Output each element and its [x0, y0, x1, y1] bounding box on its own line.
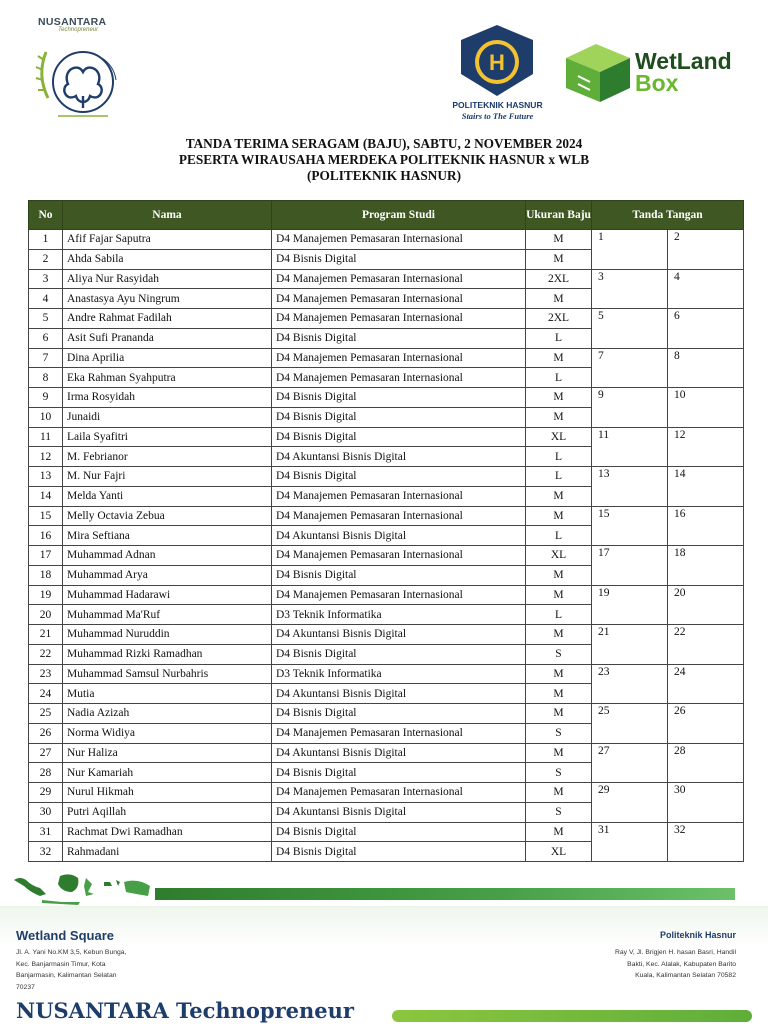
row-nama: Muhammad Hadarawi — [63, 585, 272, 605]
signature-cell[interactable]: 21 — [592, 625, 668, 665]
row-no: 2 — [29, 249, 63, 269]
row-program-studi: D4 Manajemen Pemasaran Internasional — [272, 348, 526, 368]
row-nama: Rahmadani — [63, 842, 272, 862]
row-nama: M. Nur Fajri — [63, 467, 272, 487]
row-ukuran-baju: M — [526, 565, 592, 585]
signature-cell[interactable]: 32 — [668, 822, 744, 862]
signature-cell[interactable]: 2 — [668, 230, 744, 270]
row-program-studi: D4 Akuntansi Bisnis Digital — [272, 743, 526, 763]
row-no: 3 — [29, 269, 63, 289]
row-nama: Aliya Nur Rasyidah — [63, 269, 272, 289]
row-program-studi: D3 Teknik Informatika — [272, 605, 526, 625]
row-ukuran-baju: XL — [526, 427, 592, 447]
row-no: 8 — [29, 368, 63, 388]
row-no: 20 — [29, 605, 63, 625]
table-row — [29, 230, 744, 250]
address-line: Kuala, Kalimantan Selatan 70582 — [635, 972, 736, 979]
row-ukuran-baju: 2XL — [526, 309, 592, 329]
signature-cell[interactable]: 11 — [592, 427, 668, 467]
row-no: 17 — [29, 546, 63, 566]
address-line: Jl. A. Yani No.KM 3,5, Kebun Bunga, — [16, 949, 127, 956]
document-header — [0, 0, 768, 135]
row-nama: Irma Rosyidah — [63, 388, 272, 408]
row-program-studi: D4 Bisnis Digital — [272, 467, 526, 487]
signature-cell[interactable]: 18 — [668, 546, 744, 586]
signature-cell[interactable]: 6 — [668, 309, 744, 349]
row-ukuran-baju: M — [526, 625, 592, 645]
signature-cell[interactable]: 15 — [592, 506, 668, 546]
row-no: 1 — [29, 230, 63, 250]
row-program-studi: D4 Manajemen Pemasaran Internasional — [272, 289, 526, 309]
row-no: 22 — [29, 644, 63, 664]
row-no: 7 — [29, 348, 63, 368]
row-ukuran-baju: L — [526, 447, 592, 467]
row-no: 31 — [29, 822, 63, 842]
signature-cell[interactable]: 3 — [592, 269, 668, 309]
row-nama: Melly Octavia Zebua — [63, 506, 272, 526]
row-ukuran-baju: M — [526, 704, 592, 724]
row-nama: Putri Aqillah — [63, 802, 272, 822]
signature-cell[interactable]: 17 — [592, 546, 668, 586]
table-row — [29, 546, 744, 566]
row-ukuran-baju: L — [526, 368, 592, 388]
table-row — [29, 506, 744, 526]
signature-cell[interactable]: 22 — [668, 625, 744, 665]
signature-cell[interactable]: 28 — [668, 743, 744, 783]
row-ukuran-baju: L — [526, 467, 592, 487]
row-ukuran-baju: M — [526, 585, 592, 605]
row-program-studi: D4 Bisnis Digital — [272, 644, 526, 664]
title-line-1: TANDA TERIMA SERAGAM (BAJU), SABTU, 2 NOVEMBER 2024 — [185, 136, 583, 151]
row-no: 4 — [29, 289, 63, 309]
row-ukuran-baju: M — [526, 684, 592, 704]
title-line-3: (POLITEKNIK HASNUR) — [306, 168, 462, 183]
row-ukuran-baju: L — [526, 605, 592, 625]
row-ukuran-baju: M — [526, 486, 592, 506]
document-footer — [0, 868, 768, 1024]
table-row — [29, 585, 744, 605]
row-no: 26 — [29, 723, 63, 743]
signature-cell[interactable]: 25 — [592, 704, 668, 744]
table-row — [29, 427, 744, 447]
signature-cell[interactable]: 13 — [592, 467, 668, 507]
signature-cell[interactable]: 5 — [592, 309, 668, 349]
row-nama: Mira Seftiana — [63, 526, 272, 546]
row-nama: Muhammad Nuruddin — [63, 625, 272, 645]
svg-text:H: H — [489, 50, 505, 75]
signature-cell[interactable]: 27 — [592, 743, 668, 783]
row-program-studi: D4 Manajemen Pemasaran Internasional — [272, 783, 526, 803]
row-ukuran-baju: S — [526, 723, 592, 743]
address-line: Bakti, Kec. Alalak, Kabupaten Barito — [627, 960, 736, 968]
row-ukuran-baju: M — [526, 743, 592, 763]
table-row — [29, 348, 744, 368]
row-ukuran-baju: M — [526, 289, 592, 309]
row-nama: Anastasya Ayu Ningrum — [63, 289, 272, 309]
row-program-studi: D4 Bisnis Digital — [272, 763, 526, 783]
row-nama: Nur Haliza — [63, 743, 272, 763]
row-ukuran-baju: 2XL — [526, 269, 592, 289]
row-nama: Nur Kamariah — [63, 763, 272, 783]
row-program-studi: D4 Manajemen Pemasaran Internasional — [272, 546, 526, 566]
row-nama: Dina Aprilia — [63, 348, 272, 368]
signature-cell[interactable]: 24 — [668, 664, 744, 704]
row-ukuran-baju: M — [526, 407, 592, 427]
address-line: Kec. Banjarmasin Timur, Kota — [16, 960, 106, 968]
row-no: 12 — [29, 447, 63, 467]
row-nama: Melda Yanti — [63, 486, 272, 506]
row-no: 15 — [29, 506, 63, 526]
box-icon — [560, 36, 635, 108]
row-nama: Afif Fajar Saputra — [63, 230, 272, 250]
row-nama: Ahda Sabila — [63, 249, 272, 269]
row-nama: Muhammad Adnan — [63, 546, 272, 566]
hasnur-emblem-icon — [440, 22, 555, 100]
row-no: 5 — [29, 309, 63, 329]
row-no: 13 — [29, 467, 63, 487]
row-ukuran-baju: M — [526, 506, 592, 526]
wetland-square-title: Wetland Square — [16, 928, 115, 943]
nusantara-technopreneur-brand: NUSANTARA Technopreneur — [16, 998, 354, 1023]
row-ukuran-baju: S — [526, 763, 592, 783]
signature-cell[interactable]: 20 — [668, 585, 744, 625]
wetland-box-logo — [560, 36, 750, 108]
row-no: 27 — [29, 743, 63, 763]
politeknik-hasnur-logo — [440, 22, 555, 124]
row-nama: Rachmat Dwi Ramadhan — [63, 822, 272, 842]
header-nama: Nama — [63, 201, 272, 230]
row-no: 11 — [29, 427, 63, 447]
row-program-studi: D3 Teknik Informatika — [272, 664, 526, 684]
header-program-studi: Program Studi — [272, 201, 526, 230]
row-no: 32 — [29, 842, 63, 862]
row-program-studi: D4 Bisnis Digital — [272, 842, 526, 862]
row-nama: Muhammad Arya — [63, 565, 272, 585]
row-nama: Muhammad Rizki Ramadhan — [63, 644, 272, 664]
table-row — [29, 783, 744, 803]
address-line: Banjarmasin, Kalimantan Selatan — [16, 972, 117, 979]
row-program-studi: D4 Manajemen Pemasaran Internasional — [272, 723, 526, 743]
row-program-studi: D4 Bisnis Digital — [272, 328, 526, 348]
row-no: 10 — [29, 407, 63, 427]
row-program-studi: D4 Akuntansi Bisnis Digital — [272, 625, 526, 645]
header-tanda-tangan: Tanda Tangan — [592, 201, 744, 230]
signature-cell[interactable]: 29 — [592, 783, 668, 823]
signature-cell[interactable]: 19 — [592, 585, 668, 625]
row-program-studi: D4 Bisnis Digital — [272, 388, 526, 408]
table-row — [29, 467, 744, 487]
row-no: 18 — [29, 565, 63, 585]
row-no: 24 — [29, 684, 63, 704]
row-ukuran-baju: S — [526, 802, 592, 822]
row-program-studi: D4 Bisnis Digital — [272, 407, 526, 427]
signature-cell[interactable]: 31 — [592, 822, 668, 862]
hasnur-logo-tagline: Stairs to The Future — [461, 111, 534, 121]
row-program-studi: D4 Manajemen Pemasaran Internasional — [272, 309, 526, 329]
row-nama: Muhammad Ma'Ruf — [63, 605, 272, 625]
indonesia-map-icon — [12, 870, 152, 906]
row-ukuran-baju: M — [526, 822, 592, 842]
row-ukuran-baju: M — [526, 664, 592, 684]
row-program-studi: D4 Manajemen Pemasaran Internasional — [272, 506, 526, 526]
row-no: 19 — [29, 585, 63, 605]
row-program-studi: D4 Bisnis Digital — [272, 565, 526, 585]
title-line-2: PESERTA WIRAUSAHA MERDEKA POLITEKNIK HASNUR x WLB — [178, 152, 590, 167]
row-no: 25 — [29, 704, 63, 724]
row-no: 6 — [29, 328, 63, 348]
row-no: 28 — [29, 763, 63, 783]
nusantara-logo-title: NUSANTARA — [38, 16, 107, 28]
row-program-studi: D4 Manajemen Pemasaran Internasional — [272, 368, 526, 388]
row-ukuran-baju: XL — [526, 842, 592, 862]
row-ukuran-baju: M — [526, 783, 592, 803]
row-program-studi: D4 Manajemen Pemasaran Internasional — [272, 585, 526, 605]
row-program-studi: D4 Akuntansi Bisnis Digital — [272, 447, 526, 467]
row-nama: Muhammad Samsul Nurbahris — [63, 664, 272, 684]
uniform-receipt-table — [28, 200, 744, 862]
signature-cell[interactable]: 23 — [592, 664, 668, 704]
signature-cell[interactable]: 14 — [668, 467, 744, 507]
row-program-studi: D4 Manajemen Pemasaran Internasional — [272, 230, 526, 250]
signature-cell[interactable]: 7 — [592, 348, 668, 388]
table-row — [29, 822, 744, 842]
row-program-studi: D4 Akuntansi Bisnis Digital — [272, 526, 526, 546]
row-program-studi: D4 Manajemen Pemasaran Internasional — [272, 486, 526, 506]
address-line: 70237 — [16, 983, 35, 991]
signature-cell[interactable]: 10 — [668, 388, 744, 428]
document-title — [0, 136, 768, 184]
table-row — [29, 625, 744, 645]
row-ukuran-baju: M — [526, 249, 592, 269]
signature-cell[interactable]: 4 — [668, 269, 744, 309]
nusantara-logo-subtitle: Technopreneur — [58, 27, 99, 33]
box-word: Box — [635, 70, 679, 96]
table-row — [29, 388, 744, 408]
row-ukuran-baju: M — [526, 230, 592, 250]
row-program-studi: D4 Bisnis Digital — [272, 249, 526, 269]
row-nama: Andre Rahmat Fadilah — [63, 309, 272, 329]
signature-cell[interactable]: 9 — [592, 388, 668, 428]
header-no: No — [29, 201, 63, 230]
row-no: 23 — [29, 664, 63, 684]
table-row — [29, 743, 744, 763]
row-no: 30 — [29, 802, 63, 822]
signature-cell[interactable]: 8 — [668, 348, 744, 388]
row-nama: Nadia Azizah — [63, 704, 272, 724]
row-ukuran-baju: L — [526, 328, 592, 348]
politeknik-hasnur-title: Politeknik Hasnur — [659, 930, 736, 940]
row-nama: Asit Sufi Prananda — [63, 328, 272, 348]
row-nama: Junaidi — [63, 407, 272, 427]
signature-cell[interactable]: 16 — [668, 506, 744, 546]
row-no: 9 — [29, 388, 63, 408]
row-program-studi: D4 Bisnis Digital — [272, 822, 526, 842]
signature-cell[interactable]: 12 — [668, 427, 744, 467]
row-no: 29 — [29, 783, 63, 803]
row-program-studi: D4 Akuntansi Bisnis Digital — [272, 684, 526, 704]
row-no: 21 — [29, 625, 63, 645]
footer-green-bar — [155, 888, 735, 900]
table-row — [29, 269, 744, 289]
table-row — [29, 704, 744, 724]
row-program-studi: D4 Bisnis Digital — [272, 704, 526, 724]
row-nama: Mutia — [63, 684, 272, 704]
table-row — [29, 309, 744, 329]
row-ukuran-baju: XL — [526, 546, 592, 566]
row-no: 16 — [29, 526, 63, 546]
wetland-square-address — [16, 947, 156, 993]
table-header-row — [29, 201, 744, 230]
row-program-studi: D4 Akuntansi Bisnis Digital — [272, 802, 526, 822]
table-row — [29, 664, 744, 684]
row-ukuran-baju: M — [526, 348, 592, 368]
row-ukuran-baju: L — [526, 526, 592, 546]
politeknik-hasnur-address — [556, 947, 736, 982]
row-nama: Laila Syafitri — [63, 427, 272, 447]
header-ukuran-baju: Ukuran Baju — [526, 201, 592, 230]
footer-accent-bar — [392, 1010, 752, 1022]
row-ukuran-baju: S — [526, 644, 592, 664]
address-line: Ray V, Jl. Brigjen H. hasan Basri, Handil — [614, 949, 736, 956]
row-program-studi: D4 Manajemen Pemasaran Internasional — [272, 269, 526, 289]
table-body — [29, 230, 744, 862]
row-ukuran-baju: M — [526, 388, 592, 408]
row-nama: Nurul Hikmah — [63, 783, 272, 803]
row-program-studi: D4 Bisnis Digital — [272, 427, 526, 447]
wetland-word: WetLand — [635, 48, 732, 74]
hasnur-logo-name: POLITEKNIK HASNUR — [452, 100, 543, 110]
row-nama: Eka Rahman Syahputra — [63, 368, 272, 388]
row-nama: M. Febrianor — [63, 447, 272, 467]
signature-cell[interactable]: 30 — [668, 783, 744, 823]
nusantara-logo — [28, 12, 138, 124]
wetland-box-wordmark — [635, 50, 732, 94]
row-nama: Norma Widiya — [63, 723, 272, 743]
signature-cell[interactable]: 1 — [592, 230, 668, 270]
signature-cell[interactable]: 26 — [668, 704, 744, 744]
row-no: 14 — [29, 486, 63, 506]
